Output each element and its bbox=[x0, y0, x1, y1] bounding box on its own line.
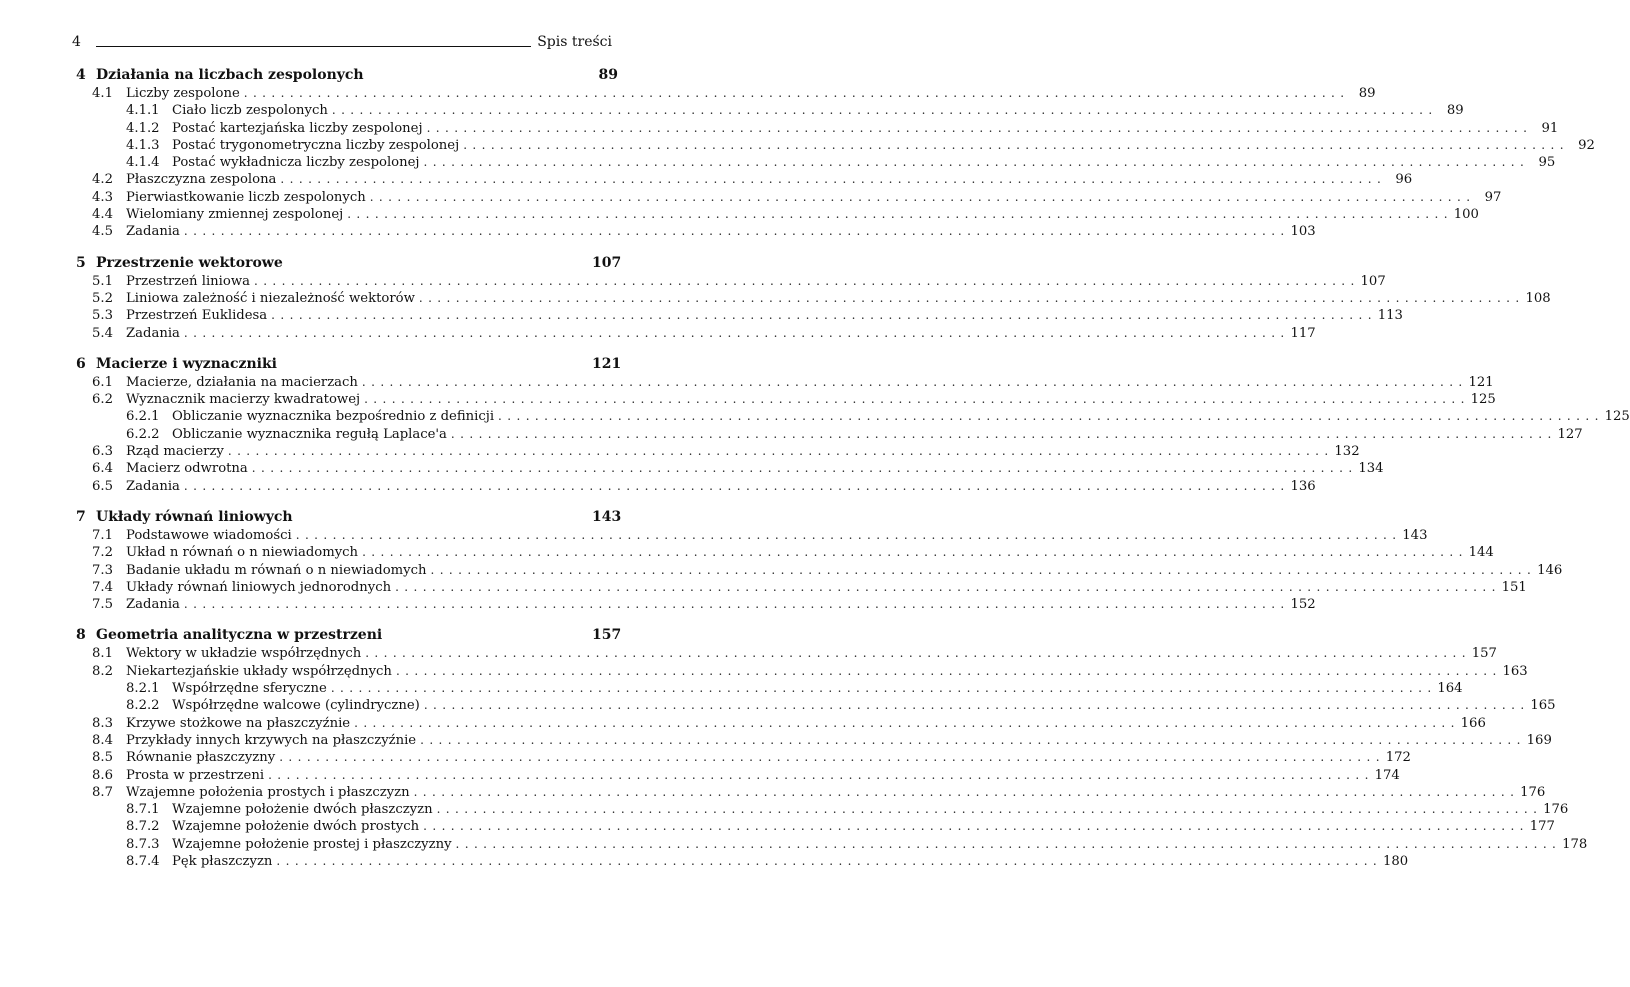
dot-leader: ........................................................................................................................ bbox=[362, 545, 1468, 560]
dot-leader: ........................................................................................................................ bbox=[436, 802, 1543, 817]
entry-number: 4.5 bbox=[92, 224, 113, 240]
dot-leader: ........................................................................................................................ bbox=[498, 409, 1604, 424]
entry-page-number: 89 bbox=[1446, 103, 1464, 119]
entry-title: Wektory w układzie współrzędnych bbox=[126, 645, 365, 662]
toc-section-entry[interactable] bbox=[72, 749, 1411, 766]
dot-leader: ........................................................................................................................ bbox=[430, 562, 1537, 577]
entry-page-number: 163 bbox=[1502, 663, 1528, 679]
toc-chapter-heading[interactable] bbox=[72, 254, 622, 273]
toc-subsection-entry[interactable] bbox=[72, 154, 1556, 171]
entry-number: 7.2 bbox=[92, 545, 113, 561]
entry-number: 4.4 bbox=[92, 207, 113, 223]
dot-leader: ........................................................................................................................ bbox=[243, 86, 1350, 100]
entry-number: 8.7.1 bbox=[126, 802, 160, 818]
entry-page-number: 95 bbox=[1538, 155, 1556, 171]
toc-subsection-entry[interactable] bbox=[72, 818, 1555, 835]
entry-page-number: 143 bbox=[1402, 527, 1428, 543]
toc-section-entry[interactable] bbox=[72, 307, 1403, 324]
toc-subsection-entry[interactable] bbox=[72, 697, 1556, 714]
entry-title: Wzajemne położenie prostej i płaszczyzny bbox=[172, 836, 456, 853]
toc-subsection-entry[interactable] bbox=[72, 801, 1569, 818]
entry-page-number: 134 bbox=[1358, 461, 1384, 477]
entry-page-number: 178 bbox=[1562, 836, 1588, 852]
toc-chapter-heading[interactable] bbox=[72, 508, 622, 527]
toc-section-entry[interactable] bbox=[72, 767, 1400, 784]
toc-chapter bbox=[72, 254, 1551, 342]
toc-section-entry[interactable] bbox=[72, 273, 1386, 290]
entry-title: Liczby zespolone bbox=[126, 85, 244, 102]
entry-title: Prosta w przestrzeni bbox=[126, 767, 268, 784]
toc-section-entry[interactable] bbox=[72, 206, 1479, 223]
toc-chapter bbox=[72, 626, 1588, 870]
toc-subsection-entry[interactable] bbox=[72, 836, 1588, 853]
chapter-page-number: 143 bbox=[592, 508, 622, 525]
dot-leader: ........................................................................................................................ bbox=[364, 392, 1470, 407]
toc-section-entry[interactable] bbox=[72, 663, 1528, 680]
entry-title: Liniowa zależność i niezależność wektorów bbox=[126, 290, 419, 307]
entry-number: 6.5 bbox=[92, 478, 113, 494]
entry-page-number: 174 bbox=[1374, 767, 1400, 783]
chapter-page-number: 157 bbox=[592, 627, 622, 644]
entry-page-number: 92 bbox=[1578, 137, 1595, 153]
running-head bbox=[72, 30, 612, 50]
toc-section-entry[interactable] bbox=[72, 645, 1497, 662]
toc-chapter-heading[interactable] bbox=[72, 66, 618, 85]
toc-chapter bbox=[72, 355, 1630, 495]
chapter-title: Geometria analityczna w przestrzeni bbox=[96, 627, 383, 644]
toc-subsection-entry[interactable] bbox=[72, 120, 1559, 137]
dot-leader: ........................................................................................................................ bbox=[253, 273, 1360, 288]
toc-subsection-entry[interactable] bbox=[72, 102, 1464, 119]
dot-leader: ........................................................................................................................ bbox=[280, 172, 1387, 187]
toc-section-entry[interactable] bbox=[72, 562, 1563, 579]
entry-title: Wielomiany zmiennej zespolonej bbox=[126, 206, 347, 223]
dot-leader: ........................................................................................................................ bbox=[395, 579, 1501, 594]
toc-section-entry[interactable] bbox=[72, 290, 1551, 307]
entry-number: 8.2.1 bbox=[126, 681, 160, 697]
chapter-page-number: 89 bbox=[598, 67, 618, 83]
entry-page-number: 91 bbox=[1541, 120, 1559, 136]
dot-leader: ........................................................................................................................ bbox=[251, 461, 1358, 476]
entry-page-number: 165 bbox=[1530, 698, 1556, 714]
entry-number: 8.7.3 bbox=[126, 836, 160, 852]
entry-number: 8.7.4 bbox=[126, 853, 160, 869]
entry-number: 6.2.1 bbox=[126, 409, 160, 425]
entry-title: Współrzędne sferyczne bbox=[172, 680, 331, 697]
entry-number: 7.1 bbox=[92, 527, 113, 543]
toc-subsection-entry[interactable] bbox=[72, 680, 1463, 697]
entry-title: Wzajemne położenia prostych i płaszczyzn bbox=[126, 784, 414, 801]
toc-section-entry[interactable] bbox=[72, 325, 1316, 342]
toc-section-entry[interactable] bbox=[72, 189, 1502, 206]
toc-subsection-entry[interactable] bbox=[72, 426, 1583, 443]
toc-section-entry[interactable] bbox=[72, 784, 1546, 801]
toc-section-entry[interactable] bbox=[72, 443, 1360, 460]
dot-leader: ........................................................................................................................ bbox=[227, 444, 1334, 459]
dot-leader: ........................................................................................................................ bbox=[331, 103, 1438, 118]
dot-leader: ........................................................................................................................ bbox=[330, 681, 1437, 696]
dot-leader: ........................................................................................................................ bbox=[279, 750, 1385, 765]
entry-title: Zadania bbox=[126, 478, 184, 495]
chapter-number: 7 bbox=[76, 508, 86, 525]
toc-section-entry[interactable] bbox=[72, 544, 1494, 561]
header-rule bbox=[96, 46, 531, 47]
entry-number: 8.7.2 bbox=[126, 819, 160, 835]
entry-number: 8.3 bbox=[92, 715, 113, 731]
toc-chapter bbox=[72, 66, 1595, 241]
entry-page-number: 157 bbox=[1471, 646, 1497, 662]
entry-title: Rząd macierzy bbox=[126, 443, 228, 460]
entry-number: 4.1.4 bbox=[126, 155, 160, 171]
entry-number: 4.1.1 bbox=[126, 103, 160, 119]
entry-title: Zadania bbox=[126, 325, 184, 342]
chapter-number: 8 bbox=[76, 627, 86, 644]
chapter-title: Układy równań liniowych bbox=[96, 508, 293, 525]
entry-number: 4.2 bbox=[92, 172, 113, 188]
entry-title: Wyznacznik macierzy kwadratowej bbox=[126, 391, 364, 408]
entry-number: 4.1.3 bbox=[126, 137, 160, 153]
entry-title: Postać wykładnicza liczby zespolonej bbox=[172, 154, 424, 171]
entry-page-number: 169 bbox=[1526, 732, 1552, 748]
dot-leader: ........................................................................................................................ bbox=[423, 155, 1530, 170]
entry-number: 6.2 bbox=[92, 392, 113, 408]
entry-number: 7.5 bbox=[92, 597, 113, 613]
entry-title: Wzajemne położenie dwóch prostych bbox=[172, 818, 423, 835]
entry-page-number: 146 bbox=[1537, 562, 1563, 578]
dot-leader: ........................................................................................................................ bbox=[271, 308, 1377, 323]
entry-title: Podstawowe wiadomości bbox=[126, 527, 296, 544]
toc-section-entry[interactable] bbox=[72, 579, 1527, 596]
entry-page-number: 103 bbox=[1290, 224, 1316, 240]
dot-leader: ........................................................................................................................ bbox=[354, 715, 1460, 730]
entry-title: Układ n równań o n niewiadomych bbox=[126, 544, 362, 561]
dot-leader: ........................................................................................................................ bbox=[268, 767, 1374, 782]
entry-title: Obliczanie wyznacznika bezpośrednio z definicji bbox=[172, 408, 498, 425]
toc-section-entry[interactable] bbox=[72, 527, 1428, 544]
entry-page-number: 107 bbox=[1360, 273, 1386, 289]
dot-leader: ........................................................................................................................ bbox=[183, 325, 1290, 340]
entry-page-number: 113 bbox=[1377, 308, 1403, 324]
entry-number: 8.4 bbox=[92, 732, 113, 748]
chapter-page-number: 107 bbox=[592, 254, 622, 271]
entry-title: Postać trygonometryczna liczby zespolonej bbox=[172, 137, 463, 154]
entry-page-number: 136 bbox=[1290, 478, 1316, 494]
toc-section-entry[interactable] bbox=[72, 85, 1376, 102]
dot-leader: ........................................................................................................................ bbox=[183, 478, 1290, 493]
page-number: 4 bbox=[72, 34, 81, 50]
entry-title: Badanie układu m równań o n niewiadomych bbox=[126, 562, 431, 579]
dot-leader: ........................................................................................................................ bbox=[455, 836, 1562, 851]
toc-section-entry[interactable] bbox=[72, 374, 1494, 391]
toc-chapter-heading[interactable] bbox=[72, 355, 622, 374]
toc-section-entry[interactable] bbox=[72, 596, 1316, 613]
entry-title: Zadania bbox=[126, 596, 184, 613]
entry-number: 6.3 bbox=[92, 444, 113, 460]
entry-title: Pierwiastkowanie liczb zespolonych bbox=[126, 189, 370, 206]
dot-leader: ........................................................................................................................ bbox=[420, 732, 1526, 747]
entry-number: 4.3 bbox=[92, 189, 113, 205]
entry-page-number: 144 bbox=[1468, 545, 1494, 561]
toc-subsection-entry[interactable] bbox=[72, 137, 1595, 154]
entry-title: Pęk płaszczyzn bbox=[172, 853, 276, 870]
entry-page-number: 125 bbox=[1470, 392, 1496, 408]
chapter-title: Przestrzenie wektorowe bbox=[96, 254, 283, 271]
entry-title: Przestrzeń Euklidesa bbox=[126, 307, 271, 324]
table-of-contents bbox=[72, 66, 1630, 883]
entry-page-number: 100 bbox=[1453, 207, 1479, 223]
dot-leader: ........................................................................................................................ bbox=[183, 224, 1290, 239]
toc-subsection-entry[interactable] bbox=[72, 853, 1409, 870]
entry-number: 4.1.2 bbox=[126, 120, 160, 136]
entry-page-number: 127 bbox=[1557, 426, 1583, 442]
toc-section-entry[interactable] bbox=[72, 715, 1486, 732]
entry-title: Wzajemne położenie dwóch płaszczyzn bbox=[172, 801, 437, 818]
entry-title: Postać kartezjańska liczby zespolonej bbox=[172, 120, 427, 137]
entry-page-number: 164 bbox=[1437, 681, 1463, 697]
entry-number: 7.3 bbox=[92, 562, 113, 578]
entry-page-number: 176 bbox=[1520, 784, 1546, 800]
dot-leader: ........................................................................................................................ bbox=[369, 189, 1476, 204]
entry-number: 8.2 bbox=[92, 663, 113, 679]
dot-leader: ........................................................................................................................ bbox=[426, 120, 1533, 135]
chapter-page-number: 121 bbox=[592, 355, 622, 372]
chapter-title: Macierze i wyznaczniki bbox=[96, 355, 277, 372]
entry-page-number: 132 bbox=[1334, 444, 1360, 460]
chapter-number: 5 bbox=[76, 254, 86, 271]
entry-number: 6.2.2 bbox=[126, 426, 160, 442]
dot-leader: ........................................................................................................................ bbox=[365, 646, 1471, 661]
dot-leader: ........................................................................................................................ bbox=[183, 597, 1290, 612]
toc-chapter bbox=[72, 508, 1563, 613]
dot-leader: ........................................................................................................................ bbox=[423, 698, 1530, 713]
toc-section-entry[interactable] bbox=[72, 732, 1552, 749]
toc-section-entry[interactable] bbox=[72, 223, 1316, 240]
entry-page-number: 89 bbox=[1358, 86, 1376, 101]
dot-leader: ........................................................................................................................ bbox=[413, 784, 1520, 799]
toc-chapter-heading[interactable] bbox=[72, 626, 622, 645]
entry-title: Przykłady innych krzywych na płaszczyźnie bbox=[126, 732, 420, 749]
entry-page-number: 96 bbox=[1395, 172, 1413, 188]
entry-number: 8.7 bbox=[92, 784, 113, 800]
toc-section-entry[interactable] bbox=[72, 171, 1413, 188]
entry-number: 5.3 bbox=[92, 308, 113, 324]
entry-title: Równanie płaszczyzny bbox=[126, 749, 279, 766]
entry-page-number: 151 bbox=[1501, 579, 1527, 595]
entry-title: Układy równań liniowych jednorodnych bbox=[126, 579, 395, 596]
entry-page-number: 152 bbox=[1290, 597, 1316, 613]
entry-page-number: 177 bbox=[1529, 819, 1555, 835]
chapter-title: Działania na liczbach zespolonych bbox=[96, 67, 364, 83]
entry-page-number: 108 bbox=[1525, 290, 1551, 306]
entry-page-number: 166 bbox=[1460, 715, 1486, 731]
entry-title: Płaszczyzna zespolona bbox=[126, 171, 280, 188]
dot-leader: ........................................................................................................................ bbox=[361, 374, 1468, 389]
entry-page-number: 125 bbox=[1604, 409, 1630, 425]
dot-leader: ........................................................................................................................ bbox=[395, 663, 1502, 678]
entry-number: 6.1 bbox=[92, 374, 113, 390]
entry-title: Krzywe stożkowe na płaszczyźnie bbox=[126, 715, 354, 732]
entry-title: Obliczanie wyznacznika regułą Laplace'a bbox=[172, 426, 451, 443]
entry-page-number: 172 bbox=[1385, 750, 1411, 766]
entry-title: Ciało liczb zespolonych bbox=[172, 102, 332, 119]
dot-leader: ........................................................................................................................ bbox=[463, 137, 1569, 152]
entry-title: Macierze, działania na macierzach bbox=[126, 374, 362, 391]
entry-number: 8.2.2 bbox=[126, 698, 160, 714]
entry-page-number: 97 bbox=[1484, 189, 1502, 205]
entry-title: Współrzędne walcowe (cylindryczne) bbox=[172, 697, 424, 714]
dot-leader: ........................................................................................................................ bbox=[423, 819, 1529, 834]
chapter-number: 4 bbox=[76, 67, 86, 83]
entry-number: 8.1 bbox=[92, 646, 113, 662]
entry-number: 8.5 bbox=[92, 750, 113, 766]
dot-leader: ........................................................................................................................ bbox=[418, 290, 1525, 305]
entry-number: 5.1 bbox=[92, 273, 113, 289]
dot-leader: ........................................................................................................................ bbox=[276, 853, 1383, 868]
toc-section-entry[interactable] bbox=[72, 391, 1496, 408]
toc-subsection-entry[interactable] bbox=[72, 408, 1630, 425]
entry-number: 7.4 bbox=[92, 579, 113, 595]
toc-section-entry[interactable] bbox=[72, 460, 1384, 477]
dot-leader: ........................................................................................................................ bbox=[347, 207, 1453, 222]
entry-number: 5.2 bbox=[92, 290, 113, 306]
entry-number: 6.4 bbox=[92, 461, 113, 477]
entry-page-number: 117 bbox=[1290, 325, 1316, 341]
entry-number: 8.6 bbox=[92, 767, 113, 783]
running-title: Spis treści bbox=[537, 34, 612, 50]
toc-section-entry[interactable] bbox=[72, 478, 1316, 495]
entry-number: 5.4 bbox=[92, 325, 113, 341]
entry-page-number: 121 bbox=[1468, 374, 1494, 390]
entry-page-number: 176 bbox=[1543, 802, 1569, 818]
entry-title: Niekartezjańskie układy współrzędnych bbox=[126, 663, 396, 680]
dot-leader: ........................................................................................................................ bbox=[295, 527, 1402, 542]
entry-title: Przestrzeń liniowa bbox=[126, 273, 254, 290]
entry-title: Macierz odwrotna bbox=[126, 460, 252, 477]
entry-title: Zadania bbox=[126, 223, 184, 240]
entry-page-number: 180 bbox=[1382, 853, 1409, 869]
entry-number: 4.1 bbox=[92, 86, 113, 101]
chapter-number: 6 bbox=[76, 355, 86, 372]
dot-leader: ........................................................................................................................ bbox=[450, 426, 1557, 441]
